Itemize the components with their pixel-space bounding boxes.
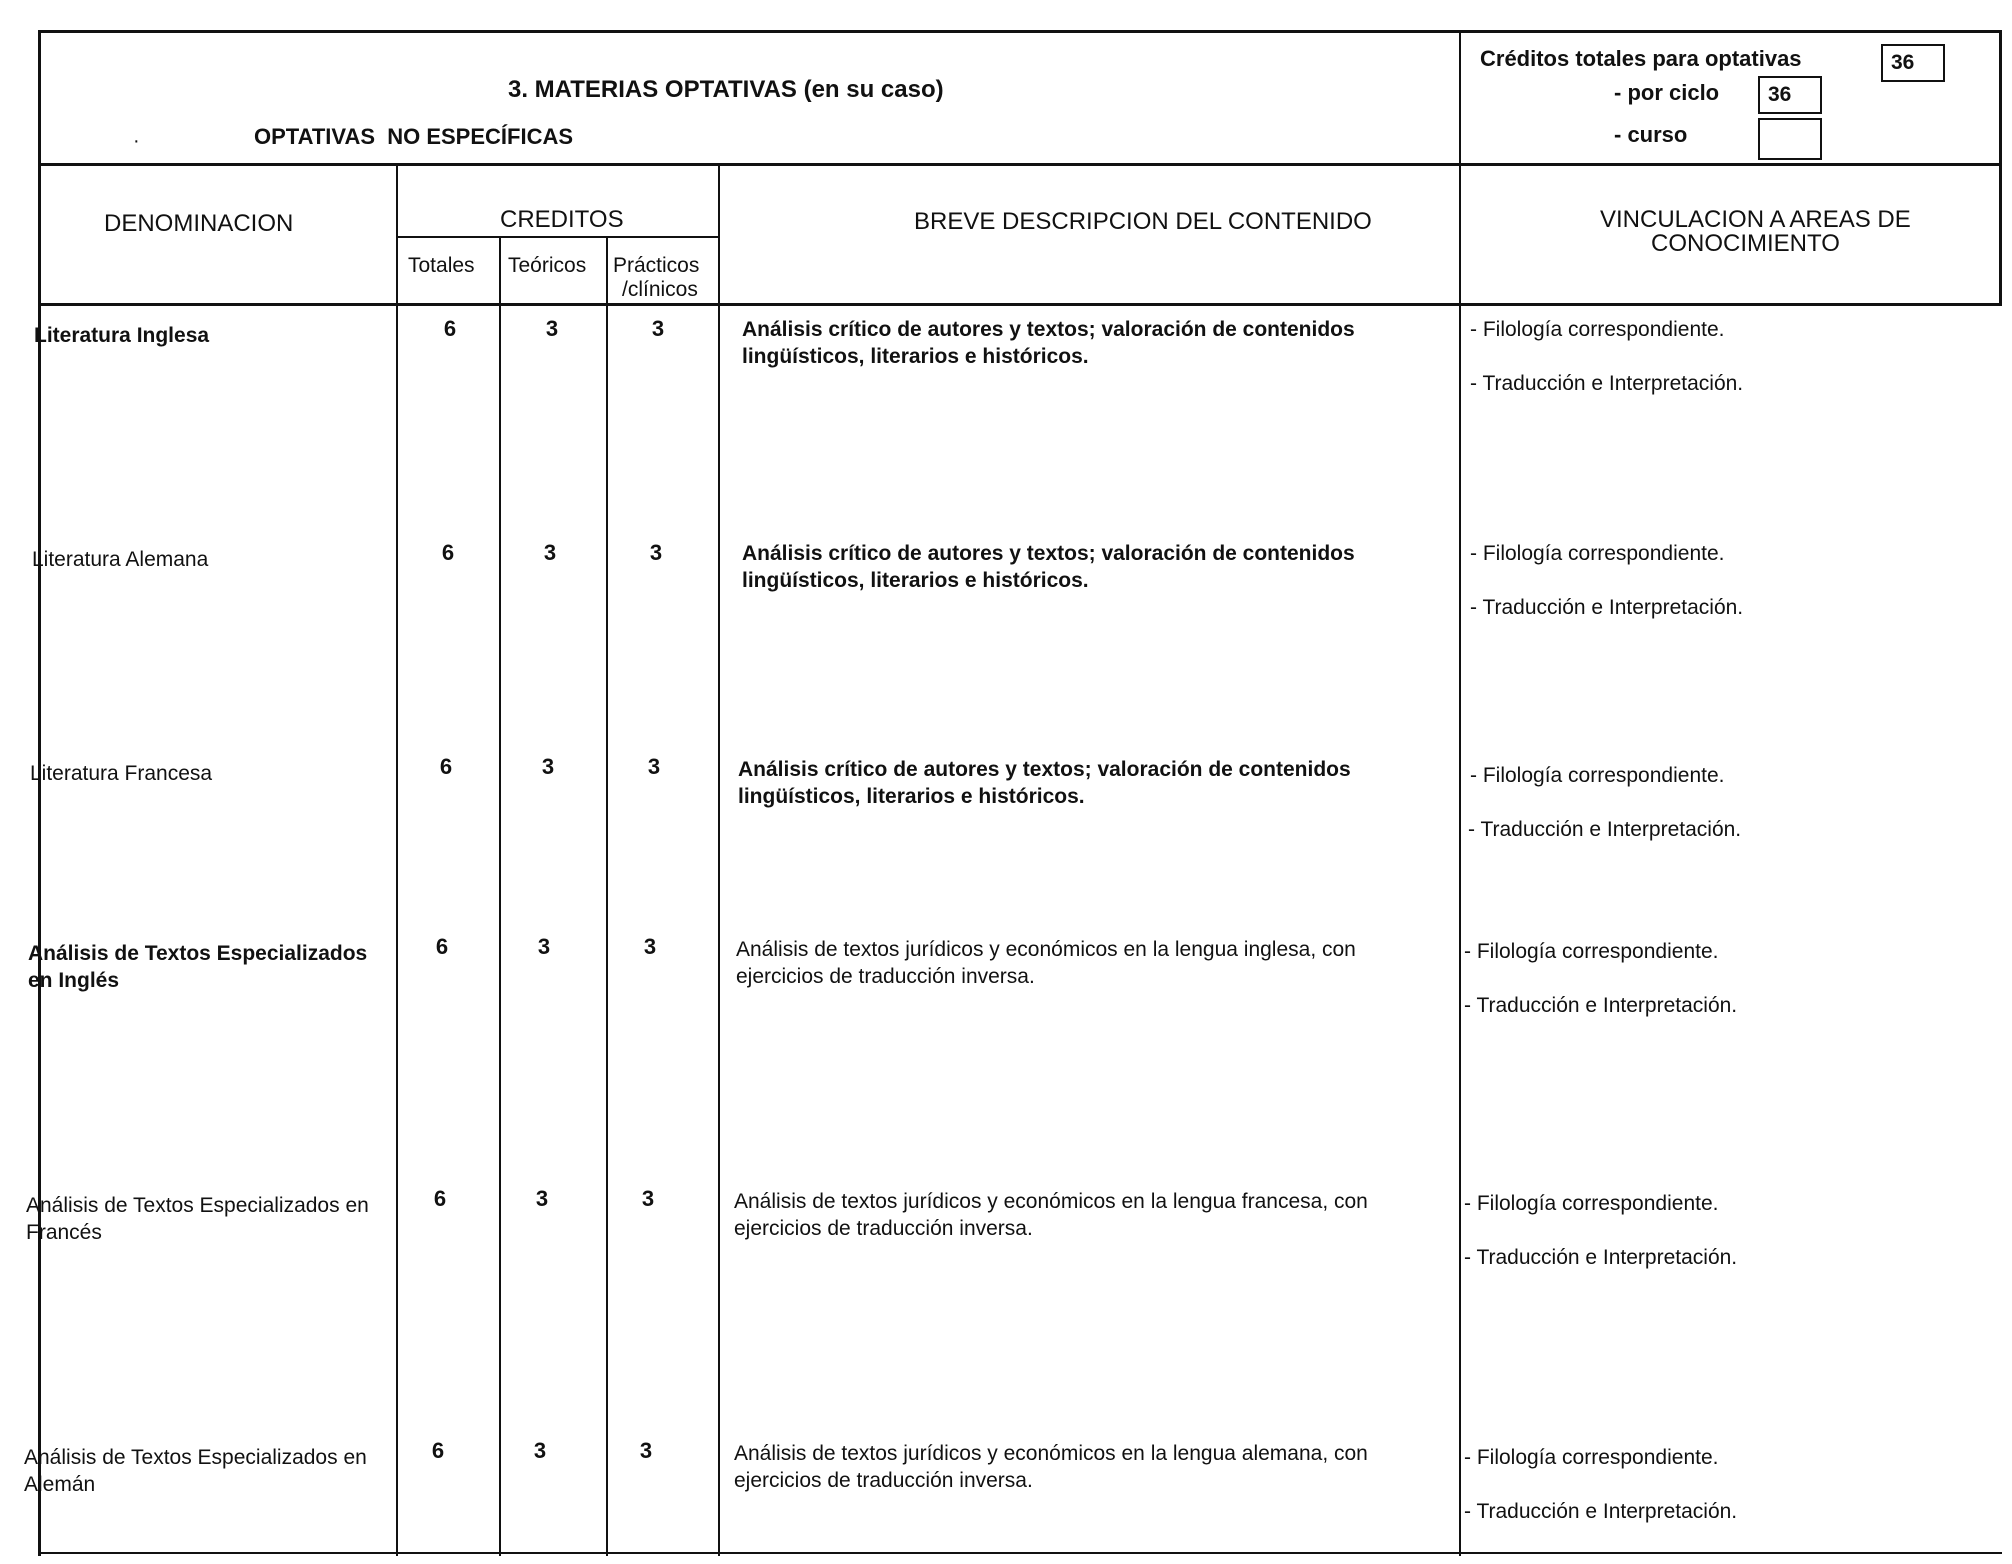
colhead-bottom-rule [38,303,2002,306]
row-name: Literatura Inglesa [34,324,210,347]
row-description: Análisis de textos jurídicos y económicos en la lengua inglesa, con ejercicios de traducción inversa. [736,938,1356,988]
row-area-2: - Traducción e Interpretación. [1468,818,1742,841]
course-label: - curso [1614,122,1688,147]
credits-total-field[interactable]: 36 [1881,44,1945,82]
row-totales: 6 [439,754,453,779]
row-description: Análisis crítico de autores y textos; valoración de contenidos lingüísticos, literarios e históricos. [738,758,1351,808]
row-practicos: 3 [651,316,665,341]
col-descripcion: BREVE DESCRIPCION DEL CONTENIDO [914,208,1372,235]
divider-name [396,165,398,1556]
per-cycle-field[interactable]: 36 [1758,76,1822,114]
credits-total-label: Créditos totales para optativas [1480,46,1802,71]
row-area-1: - Filología correspondiente. [1470,764,1725,787]
row-practicos: 3 [641,1186,655,1211]
row-practicos: 3 [647,754,661,779]
row-name: Literatura Francesa [30,762,213,785]
row-area-1: - Filología correspondiente. [1464,940,1719,963]
row-description: Análisis crítico de autores y textos; valoración de contenidos lingüísticos, literarios e históricos. [742,542,1355,592]
col-vinculacion-1: VINCULACION A AREAS DE [1600,206,1911,233]
frame-left [38,30,41,1556]
col-practicos: Prácticos [613,254,700,277]
per-cycle-label: - por ciclo [1614,80,1720,105]
row-teoricos: 3 [545,316,559,341]
row-totales: 6 [435,934,449,959]
col-teoricos: Teóricos [508,254,587,277]
divider-practicos [718,165,720,1556]
row-teoricos: 3 [535,1186,549,1211]
row-practicos: 3 [639,1438,653,1463]
row-totales: 6 [431,1438,445,1463]
row-area-2: - Traducción e Interpretación. [1470,372,1744,395]
row-area-2: - Traducción e Interpretación. [1464,1246,1738,1269]
divider-descripcion [1459,30,1461,1556]
row-teoricos: 3 [541,754,555,779]
row-teoricos: 3 [543,540,557,565]
optativas-form [24,30,2002,1556]
row-name: Literatura Alemana [32,548,209,571]
row-teoricos: 3 [533,1438,547,1463]
row-totales: 6 [443,316,457,341]
col-totales: Totales [408,254,475,277]
row-description: Análisis de textos jurídicos y económicos en la lengua alemana, con ejercicios de traducción inversa. [734,1442,1368,1492]
row-practicos: 3 [643,934,657,959]
creditos-sub-rule [398,236,720,238]
frame-right [1999,30,2002,305]
row-area-1: - Filología correspondiente. [1464,1192,1719,1215]
col-clinicos: /clínicos [622,278,698,301]
frame-top [38,30,2002,33]
section-subtitle: OPTATIVAS NO ESPECÍFICAS [254,124,574,149]
row-totales: 6 [441,540,455,565]
row-area-2: - Traducción e Interpretación. [1470,596,1744,619]
row-area-1: - Filología correspondiente. [1470,542,1725,565]
row-description: Análisis de textos jurídicos y económicos en la lengua francesa, con ejercicios de traducción inversa. [734,1190,1368,1240]
header-bottom-rule [38,163,2002,166]
row-area-1: - Filología correspondiente. [1464,1446,1719,1469]
section-title: 3. MATERIAS OPTATIVAS (en su caso) [508,76,944,103]
row-name: Análisis de Textos Especializados en Inglés [28,942,368,992]
row-area-2: - Traducción e Interpretación. [1464,994,1738,1017]
col-denominacion: DENOMINACION [104,210,294,237]
row-practicos: 3 [649,540,663,565]
divider-totales [499,236,501,1556]
row-description: Análisis crítico de autores y textos; valoración de contenidos lingüísticos, literarios e históricos. [742,318,1355,368]
header-dot: · [133,130,140,152]
col-creditos: CREDITOS [500,206,624,233]
row-area-1: - Filología correspondiente. [1470,318,1725,341]
row-teoricos: 3 [537,934,551,959]
divider-teoricos [606,236,608,1556]
course-field[interactable] [1758,118,1822,160]
row-totales: 6 [433,1186,447,1211]
col-vinculacion-2: CONOCIMIENTO [1651,230,1840,257]
row-name: Análisis de Textos Especializados en Francés [26,1194,369,1244]
row-area-2: - Traducción e Interpretación. [1464,1500,1738,1523]
row-name: Análisis de Textos Especializados en Alemán [24,1446,367,1496]
table-bottom-rule [38,1552,2002,1554]
